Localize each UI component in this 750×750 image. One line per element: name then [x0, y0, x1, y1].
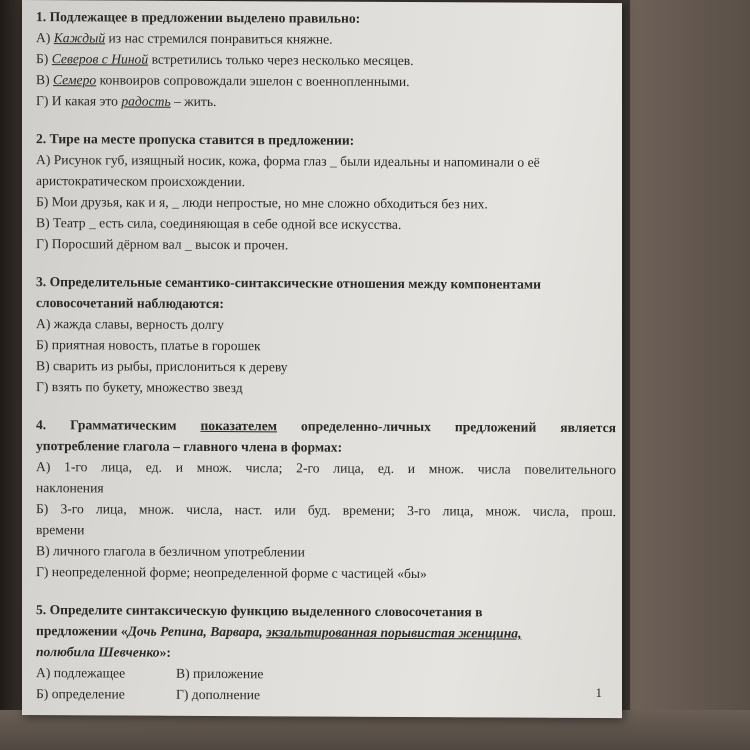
question-3-option-b: Б) приятная новость, платье в горошек	[36, 337, 261, 354]
question-3	[36, 271, 616, 400]
question-2	[36, 128, 616, 257]
question-5-option-a: А) подлежащее	[36, 665, 126, 681]
question-4-option-a-cont: наклонения	[36, 480, 104, 496]
question-5-title-end	[36, 641, 616, 665]
option-label: В)	[36, 72, 50, 88]
question-1-option-d	[36, 90, 616, 114]
quoted-sentence: Дочь Репина, Варвара,	[127, 623, 263, 640]
question-3-option-c: В) сварить из рыбы, прислониться к дереву	[36, 358, 288, 375]
question-4-option-b-cont: времени	[36, 522, 85, 538]
question-3-title: 3. Определительные семантико-синтаксические отношения между компонентами	[36, 274, 541, 292]
question-2-option-a: А) Рисунок губ, изящный носик, кожа, форма глаз _ были идеальны и напоминали о её	[36, 152, 540, 170]
question-5-options	[36, 662, 616, 707]
question-3-option-d: Г) взять по букету, множество звезд	[36, 379, 243, 396]
highlighted-phrase: экзальтированная порывистая женщина,	[266, 624, 522, 641]
question-2-option-d: Г) Поросший дёрном вал _ высок и прочен.	[36, 236, 289, 253]
question-2-option-b: Б) Мои друзья, как и я, _ люди непростые, но мне сложно обходиться без них.	[36, 194, 488, 212]
option-label: Г)	[36, 93, 49, 109]
title-part: »:	[159, 644, 171, 660]
question-4-option-a: А) 1-го лица, ед. и множ. числа; 2-го лица, ед. и множ. числа повелительного	[36, 459, 616, 478]
option-text: конвоиров сопровождали эшелон с военнопленными.	[99, 72, 410, 90]
question-1-option-c	[36, 69, 616, 93]
question-1-title: 1. Подлежащее в предложении выделено правильно:	[36, 9, 361, 26]
quoted-sentence-end: полюбила Шевченко	[36, 644, 160, 660]
title-part: предложении «	[36, 623, 128, 639]
highlighted-subject: Семеро	[53, 72, 97, 88]
question-3-option-a: А) жажда славы, верность долгу	[36, 316, 224, 333]
question-4-option-c: В) личного глагола в безличном употреблении	[36, 543, 305, 560]
question-1-option-a	[36, 27, 616, 51]
option-text: из нас стремился понравиться княжне.	[108, 30, 333, 47]
option-text: встретились только через несколько месяцев.	[151, 51, 414, 69]
question-4-option-b: Б) 3-го лица, множ. числа, наст. или буд. времени; 3-го лица, множ. числа, прош.	[36, 501, 616, 520]
question-5-option-c: В) приложение	[176, 665, 264, 682]
question-4	[36, 414, 616, 585]
option-text: – жить.	[174, 93, 217, 110]
question-4-option-d: Г) неопределенной форме; неопределенной форме с частицей «бы»	[36, 564, 427, 582]
question-1-option-b	[36, 48, 616, 72]
question-3-title-cont: словосочетаний наблюдаются:	[36, 295, 224, 312]
question-5-option-d: Г) дополнение	[176, 686, 261, 703]
title-underlined-word: показателем	[200, 417, 278, 434]
title-part: 4. Грамматическим	[36, 417, 177, 433]
question-5	[36, 599, 616, 707]
question-2-option-a-cont: аристократическом происхождении.	[36, 173, 245, 190]
question-2-title: 2. Тире на месте пропуска ставится в предложении:	[36, 131, 355, 148]
background-right-table	[630, 0, 750, 750]
option-label: Б)	[36, 51, 49, 67]
question-5-title: 5. Определите синтаксическую функцию выделенного словосочетания в	[36, 602, 483, 620]
option-text: И какая это	[51, 93, 118, 109]
option-label: А)	[36, 30, 51, 46]
question-1	[36, 6, 616, 114]
page-number: 1	[595, 685, 602, 701]
highlighted-subject: радость	[121, 93, 171, 109]
test-content	[36, 6, 616, 724]
question-2-option-c: В) Театр _ есть сила, соединяющая в себе одной все искусства.	[36, 215, 402, 232]
question-4-title-cont: употребление глагола – главного члена в формах:	[36, 438, 343, 455]
question-5-option-b: Б) определение	[36, 686, 125, 702]
question-5-title-cont	[36, 620, 616, 644]
highlighted-subject: Северов с Ниной	[51, 51, 149, 67]
title-part: определенно-личных предложений является	[300, 418, 616, 436]
test-paper-sheet	[22, 0, 622, 718]
highlighted-subject: Каждый	[53, 30, 106, 46]
question-4-title	[36, 414, 616, 438]
